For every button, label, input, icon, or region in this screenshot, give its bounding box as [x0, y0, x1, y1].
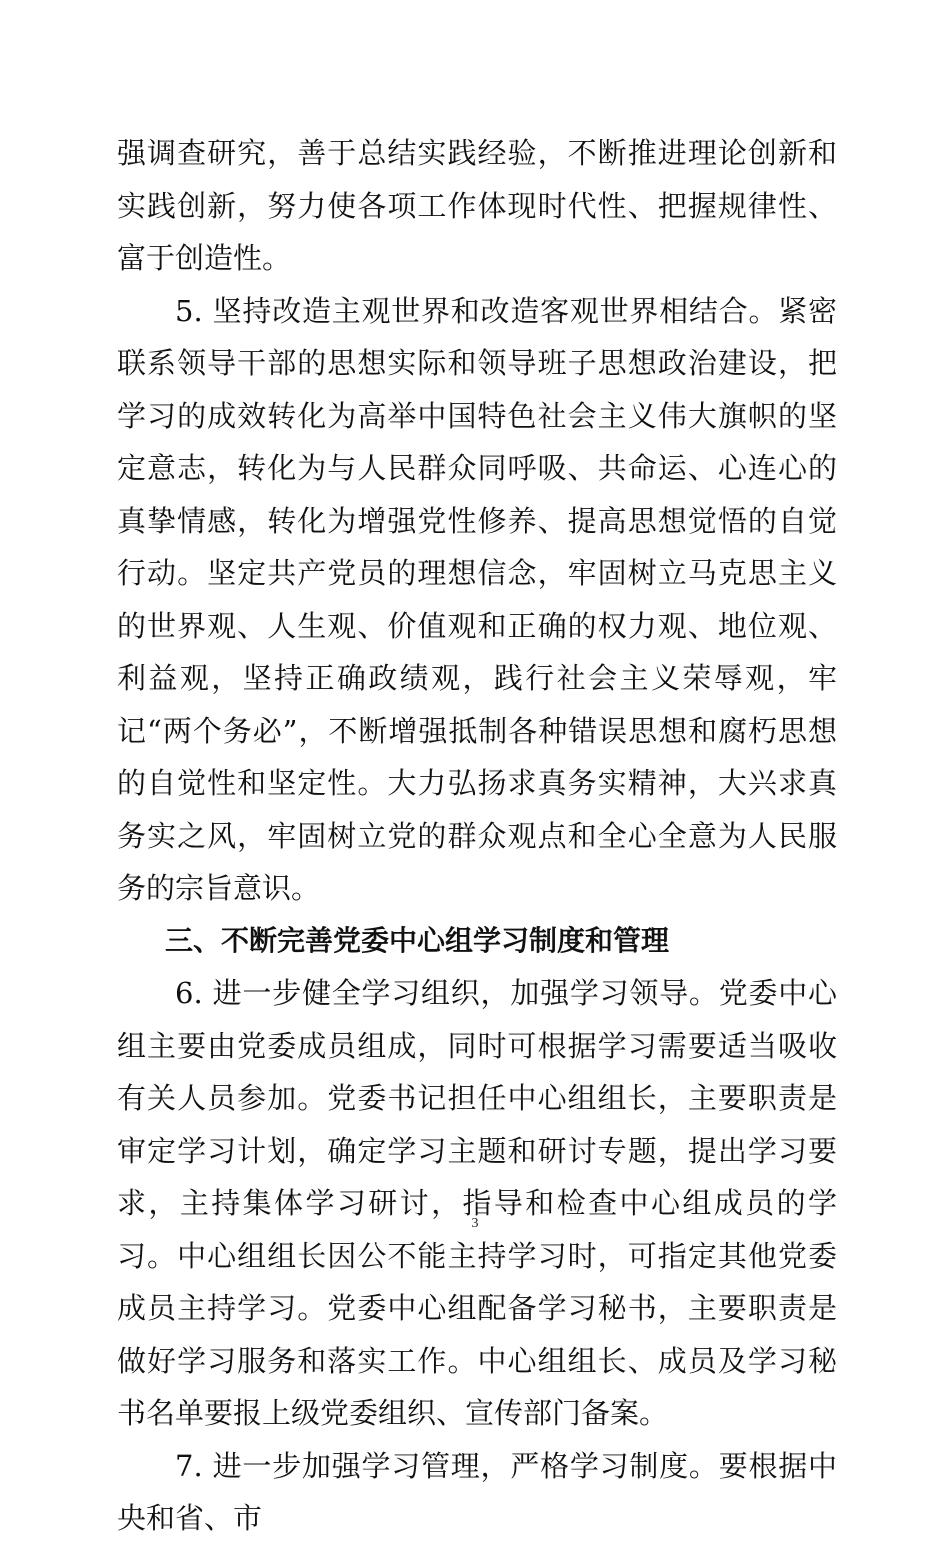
- paragraph-item-7: 7. 进一步加强学习管理，严格学习制度。要根据中央和省、市: [117, 1448, 837, 1535]
- document-body: [117, 127, 837, 1545]
- section-heading-3: 三、不断完善党委中心组学习制度和管理: [165, 923, 670, 957]
- paragraph-continuation: 强调查研究，善于总结实践经验，不断推进理论创新和实践创新，努力使各项工作体现时代性、把握规律性、富于创造性。: [117, 136, 837, 275]
- page-number: 3: [471, 1216, 479, 1231]
- paragraph-item-5: 5. 坚持改造主观世界和改造客观世界相结合。紧密联系领导干部的思想实际和领导班子思想政治建设，把学习的成效转化为高举中国特色社会主义伟大旗帜的坚定意志，转化为与人民群众同呼吸、共命运、心连心的真挚情感，转化为增强党性修养、提高思想觉悟的自觉行动。坚定共产党员的理想信念，牢固树立马克思主义的世界观、人生观、价值观和正确的权力观、地位观、利益观，坚持正确政绩观，践行社会主义荣辱观，牢记“两个务必”，不断增强抵制各种错误思想和腐朽思想的自觉性和坚定性。大力弘扬求真务实精神，大兴求真务实之风，牢固树立党的群众观点和全心全意为人民服务的宗旨意识。: [117, 293, 837, 905]
- paragraph-item-6: 6. 进一步健全学习组织，加强学习领导。党委中心组主要由党委成员组成，同时可根据学习需要适当吸收有关人员参加。党委书记担任中心组组长，主要职责是审定学习计划，确定学习主题和研讨专题，提出学习要求，主持集体学习研讨，指导和检查中心组成员的学习。中心组组长因公不能主持学习时，可指定其他党委成员主持学习。党委中心组配备学习秘书，主要职责是做好学习服务和落实工作。中心组组长、成员及学习秘书名单要报上级党委组织、宣传部门备案。: [117, 976, 837, 1430]
